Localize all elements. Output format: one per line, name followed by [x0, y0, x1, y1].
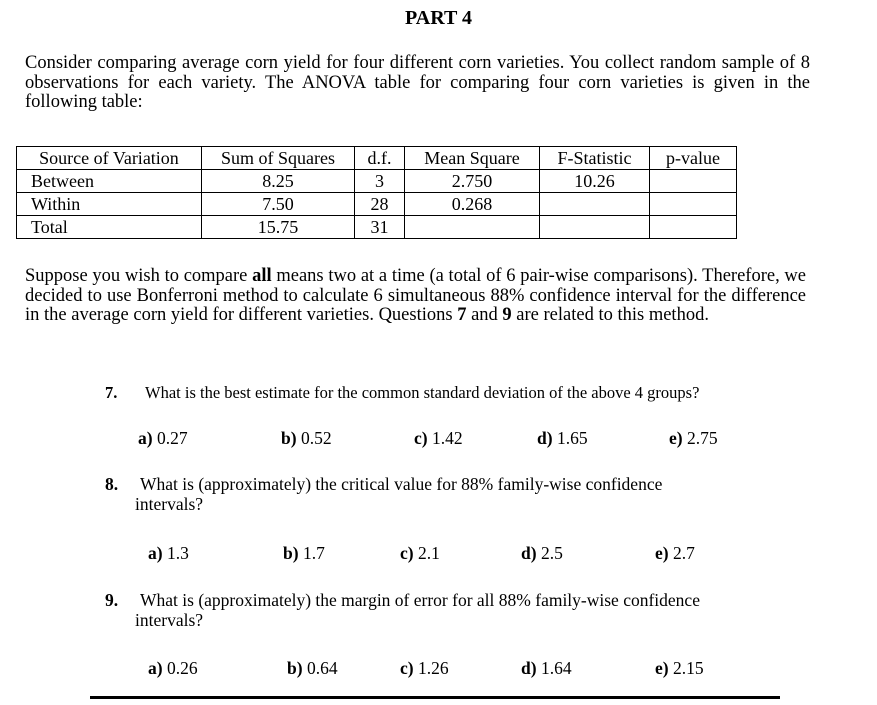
choice-9b[interactable]: [287, 658, 338, 678]
cell-ss: 8.25: [202, 170, 355, 193]
choice-7b[interactable]: [281, 428, 332, 448]
choice-9d[interactable]: [521, 658, 572, 678]
paragraph-text: Suppose you wish to compare: [25, 266, 253, 286]
header-p-value: p-value: [650, 147, 737, 170]
choice-letter: c): [414, 428, 428, 448]
choice-value: 2.1: [417, 543, 440, 563]
cell-source: Total: [17, 216, 202, 239]
choice-letter: b): [281, 428, 297, 448]
paragraph-text: means two at a time (a total of 6 pair-wise comparisons). Therefore, we decided to use Bonferroni method to calculate 6 simultaneous 88% confidence interval for the difference in the average corn yield for different varieties. Questions: [25, 266, 806, 325]
choice-value: 1.3: [166, 543, 189, 563]
table-header-row: [17, 147, 737, 170]
paragraph-bold-all: all: [252, 266, 272, 286]
question-7: [105, 383, 699, 403]
header-sum-of-squares: Sum of Squares: [202, 147, 355, 170]
cell-p: [650, 193, 737, 216]
choice-value: 1.42: [431, 428, 463, 448]
cell-source: Between: [17, 170, 202, 193]
choice-letter: d): [537, 428, 553, 448]
table-row: [17, 216, 737, 239]
anova-table: [16, 146, 737, 239]
header-mean-square: Mean Square: [405, 147, 540, 170]
question-9: [105, 590, 700, 630]
choice-letter: a): [148, 543, 163, 563]
choice-8d[interactable]: [521, 543, 563, 563]
choice-letter: e): [655, 543, 669, 563]
cell-df: 31: [355, 216, 405, 239]
header-source: Source of Variation: [17, 147, 202, 170]
choice-9a[interactable]: [148, 658, 198, 678]
cell-ms: 2.750: [405, 170, 540, 193]
choice-letter: a): [138, 428, 153, 448]
cell-f: 10.26: [540, 170, 650, 193]
cell-ss: 7.50: [202, 193, 355, 216]
cell-p: [650, 170, 737, 193]
choice-letter: e): [669, 428, 683, 448]
choice-letter: b): [287, 658, 303, 678]
choice-7e[interactable]: [669, 428, 718, 448]
question-number: 9.: [105, 590, 119, 610]
choice-value: 2.7: [672, 543, 695, 563]
choice-value: 1.64: [540, 658, 572, 678]
paragraph-text: and: [466, 305, 503, 325]
bottom-rule: [90, 696, 780, 699]
choice-7a[interactable]: [138, 428, 188, 448]
cell-ms: [405, 216, 540, 239]
question-number: 7.: [105, 383, 118, 402]
choice-8b[interactable]: [283, 543, 325, 563]
choice-9e[interactable]: [655, 658, 704, 678]
choice-letter: c): [400, 543, 414, 563]
cell-f: [540, 216, 650, 239]
intro-paragraph: Consider comparing average corn yield for four different corn varieties. You collect random sample of 8 observations for each variety. The ANOVA table for comparing four corn varieties is given in the following table:: [25, 53, 810, 112]
choice-7d[interactable]: [537, 428, 588, 448]
choice-value: 2.5: [540, 543, 563, 563]
choice-value: 1.65: [556, 428, 588, 448]
choice-value: 2.75: [686, 428, 718, 448]
paragraph-bold-q7: 7: [457, 305, 467, 325]
header-f-statistic: F-Statistic: [540, 147, 650, 170]
cell-source: Within: [17, 193, 202, 216]
question-text-line2: intervals?: [135, 610, 204, 630]
paragraph-text: are related to this method.: [511, 305, 709, 325]
choice-letter: d): [521, 543, 537, 563]
question-number: 8.: [105, 474, 119, 494]
cell-ms: 0.268: [405, 193, 540, 216]
choice-letter: c): [400, 658, 414, 678]
choice-value: 0.26: [166, 658, 198, 678]
choice-8e[interactable]: [655, 543, 695, 563]
choice-8a[interactable]: [148, 543, 189, 563]
choice-letter: d): [521, 658, 537, 678]
question-8: [105, 474, 662, 514]
choice-value: 1.26: [417, 658, 449, 678]
choice-value: 0.64: [306, 658, 338, 678]
cell-p: [650, 216, 737, 239]
question-text-line1: What is (approximately) the critical value for 88% family-wise confidence: [140, 474, 663, 494]
question-text-line1: What is (approximately) the margin of error for all 88% family-wise confidence: [140, 590, 700, 610]
page-title: PART 4: [405, 7, 472, 29]
header-df: d.f.: [355, 147, 405, 170]
choice-letter: b): [283, 543, 299, 563]
cell-f: [540, 193, 650, 216]
table-row: [17, 193, 737, 216]
question-text-line2: intervals?: [135, 494, 204, 514]
choice-9c[interactable]: [400, 658, 449, 678]
question-text: What is the best estimate for the common standard deviation of the above 4 groups?: [145, 383, 700, 402]
choice-value: 2.15: [672, 658, 704, 678]
choice-7c[interactable]: [414, 428, 463, 448]
choice-8c[interactable]: [400, 543, 440, 563]
paragraph-bold-q9: 9: [502, 305, 512, 325]
method-paragraph: [25, 267, 806, 326]
table-row: [17, 170, 737, 193]
cell-df: 28: [355, 193, 405, 216]
choice-letter: e): [655, 658, 669, 678]
choice-value: 0.27: [156, 428, 188, 448]
cell-ss: 15.75: [202, 216, 355, 239]
choice-value: 1.7: [302, 543, 325, 563]
cell-df: 3: [355, 170, 405, 193]
choice-letter: a): [148, 658, 163, 678]
choice-value: 0.52: [300, 428, 332, 448]
